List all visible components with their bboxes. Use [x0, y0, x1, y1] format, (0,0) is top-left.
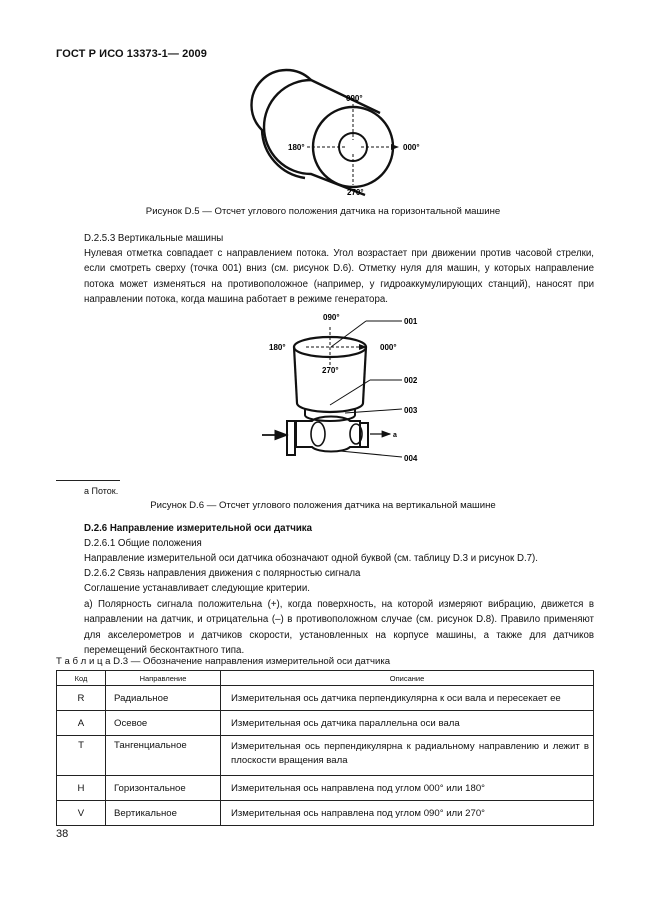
section-d253-paragraph: Нулевая отметка совпадает с направлением потока. Угол возрастает при движении против часовой стрелки, если смотреть сверху (точка 001) вниз (см. рисунок D.6). Отметку нуля для машин, у которых направление потока может изменяться на противоположное (например, у гидроаккумулирующих станций), наносят при направлении потока, когда машина работает в режиме генератора.	[84, 248, 594, 306]
cell-description: Измерительная ось датчика перпендикулярна к оси вала и пересекает ее	[221, 686, 594, 711]
cell-description: Измерительная ось направлена под углом 000° или 180°	[221, 776, 594, 801]
label-090: 090°	[346, 94, 363, 103]
callout-001: 001	[404, 317, 418, 326]
label-d6-270: 270°	[322, 366, 339, 375]
cell-description: Измерительная ось датчика параллельна оси вала	[221, 711, 594, 736]
cell-direction: Вертикальное	[106, 801, 221, 826]
figure-d5-diagram	[0, 0, 646, 200]
cell-code: A	[57, 711, 106, 736]
label-d6-180: 180°	[269, 343, 286, 352]
table-row	[57, 736, 594, 776]
section-d262-heading: D.2.6.2 Связь направления движения с полярностью сигнала	[84, 568, 361, 579]
cell-direction: Горизонтальное	[106, 776, 221, 801]
cell-direction: Осевое	[106, 711, 221, 736]
col-header-description: Описание	[221, 671, 594, 686]
footnote-rule	[56, 480, 120, 481]
callout-004: 004	[404, 454, 418, 463]
section-d253-heading: D.2.5.3 Вертикальные машины	[84, 233, 224, 244]
cell-description: Измерительная ось перпендикулярна к радиальному направлению и лежит в плоскости вращения вала	[221, 736, 594, 776]
label-180: 180°	[288, 143, 305, 152]
cell-code: R	[57, 686, 106, 711]
footnote: a Поток.	[84, 486, 119, 496]
flow-label: a	[393, 432, 397, 439]
table-row	[57, 711, 594, 736]
table-d3-title: Т а б л и ц а D.3 — Обозначение направления измерительной оси датчика	[56, 656, 391, 667]
table-d3	[56, 670, 594, 826]
callout-002: 002	[404, 376, 418, 385]
section-d262-paragraph: Соглашение устанавливает следующие критерии.	[84, 583, 310, 594]
page-number: 38	[56, 828, 69, 840]
table-row	[57, 776, 594, 801]
cell-code: T	[57, 736, 106, 776]
label-270: 270°	[347, 188, 364, 197]
figure-d6-caption: Рисунок D.6 — Отсчет углового положения датчика на вертикальной машине	[150, 500, 496, 511]
col-header-direction: Направление	[106, 671, 221, 686]
cell-description: Измерительная ось направлена под углом 090° или 270°	[221, 801, 594, 826]
callout-003: 003	[404, 406, 418, 415]
table-header-row	[57, 671, 594, 686]
label-000: 000°	[403, 143, 420, 152]
cell-code: V	[57, 801, 106, 826]
cell-direction: Тангенциальное	[106, 736, 221, 776]
table-row	[57, 801, 594, 826]
figure-d5-caption: Рисунок D.5 — Отсчет углового положения датчика на горизонтальной машине	[145, 206, 501, 217]
cell-code: H	[57, 776, 106, 801]
section-d262-item-a: а) Полярность сигнала положительна (+), когда поверхность, на которой измеряют вибрацию, движется в направлении на датчик, и отрицательна (–) в противоположном случае (см. рисунок D.8). Правило применяют для акселерометров и датчиков скорости, установленных на корпусе машины, а также для датчиков перемещений бесконтактного типа.	[84, 599, 594, 657]
figure-d6-diagram	[0, 305, 646, 475]
cell-direction: Радиальное	[106, 686, 221, 711]
col-header-code: Код	[57, 671, 106, 686]
document-header: ГОСТ Р ИСО 13373-1— 2009	[56, 48, 207, 60]
label-d6-090: 090°	[323, 313, 340, 322]
section-d261-paragraph: Направление измерительной оси датчика обозначают одной буквой (см. таблицу D.3 и рисунок D.7).	[84, 553, 538, 564]
section-d26-heading: D.2.6 Направление измерительной оси датчика	[84, 523, 313, 534]
label-d6-000: 000°	[380, 343, 397, 352]
table-row	[57, 686, 594, 711]
section-d261-heading: D.2.6.1 Общие положения	[84, 538, 202, 549]
